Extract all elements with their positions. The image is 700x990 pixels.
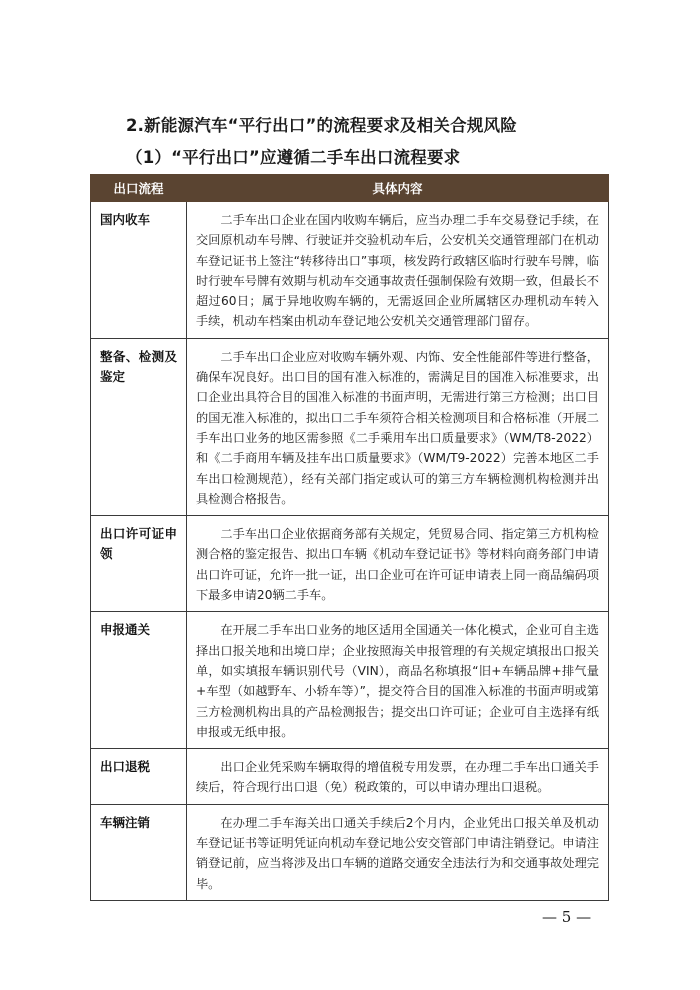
process-step-cell: 申报通关	[91, 612, 187, 749]
subsection-heading: （1）“平行出口”应遵循二手车出口流程要求	[126, 148, 461, 167]
process-step-cell: 整备、检测及鉴定	[91, 338, 187, 515]
process-content-cell: 二手车出口企业在国内收购车辆后，应当办理二手车交易登记手续，在交回原机动车号牌、行驶证并交验机动车后，公安机关交通管理部门在机动车登记证书上签注“转移待出口”事项，核发跨行政辖区临时行驶车号牌，临时行驶车号牌有效期与机动车交通事故责任强制保险有效期一致，但最长不超过60日；属于异地收购车辆的，无需返回企业所属辖区办理机动车转入手续，机动车档案由机动车登记地公安机关交通管理部门留存。	[187, 202, 609, 339]
process-content-cell: 二手车出口企业应对收购车辆外观、内饰、安全性能部件等进行整备，确保车况良好。出口目的国有准入标准的，需满足目的国准入标准要求，出口企业出具符合目的国准入标准的书面声明，无需进行第三方检测；出口目的国无准入标准的，拟出口二手车须符合相关检测项目和合格标准（开展二手车出口业务的地区需参照《二手乘用车出口质量要求》（WM/T8-2022）和《二手商用车辆及挂车出口质量要求》（WM/T9-2022）完善本地区二手车出口检测规范），经有关部门指定或认可的第三方车辆检测机构检测并出具检测合格报告。	[187, 338, 609, 515]
process-step-cell: 出口退税	[91, 749, 187, 805]
process-step-cell: 国内收车	[91, 202, 187, 339]
table-row	[91, 749, 609, 805]
section-heading: 2.新能源汽车“平行出口”的流程要求及相关合规风险	[126, 116, 517, 135]
process-step-cell: 车辆注销	[91, 804, 187, 900]
table-row	[91, 516, 609, 612]
process-content-cell: 在开展二手车出口业务的地区适用全国通关一体化模式，企业可自主选择出口报关地和出境口岸；企业按照海关申报管理的有关规定填报出口报关单，如实填报车辆识别代号（VIN），商品名称填报“旧+车辆品牌+排气量+车型（如越野车、小轿车等）”，提交符合目的国准入标准的书面声明或第三方检测机构出具的产品检测报告；提交出口许可证；企业可自主选择有纸申报或无纸申报。	[187, 612, 609, 749]
process-content-cell: 二手车出口企业依据商务部有关规定，凭贸易合同、指定第三方机构检测合格的鉴定报告、拟出口车辆《机动车登记证书》等材料向商务部门申请出口许可证，允许一批一证，出口企业可在许可证申请表上同一商品编码项下最多申请20辆二手车。	[187, 516, 609, 612]
table-header-row	[91, 175, 609, 202]
process-step-cell: 出口许可证申领	[91, 516, 187, 612]
table-row	[91, 202, 609, 339]
column-header-process: 出口流程	[91, 175, 187, 202]
table-row	[91, 612, 609, 749]
page-number: — 5 —	[542, 908, 592, 926]
table-row	[91, 338, 609, 515]
column-header-content: 具体内容	[187, 175, 609, 202]
process-content-cell: 出口企业凭采购车辆取得的增值税专用发票，在办理二手车出口通关手续后，符合现行出口退（免）税政策的，可以申请办理出口退税。	[187, 749, 609, 805]
process-content-cell: 在办理二手车海关出口通关手续后2个月内，企业凭出口报关单及机动车登记证书等证明凭证向机动车登记地公安交管部门申请注销登记。申请注销登记前，应当将涉及出口车辆的道路交通安全违法行为和交通事故处理完毕。	[187, 804, 609, 900]
table-row	[91, 804, 609, 900]
export-process-table	[90, 174, 609, 901]
